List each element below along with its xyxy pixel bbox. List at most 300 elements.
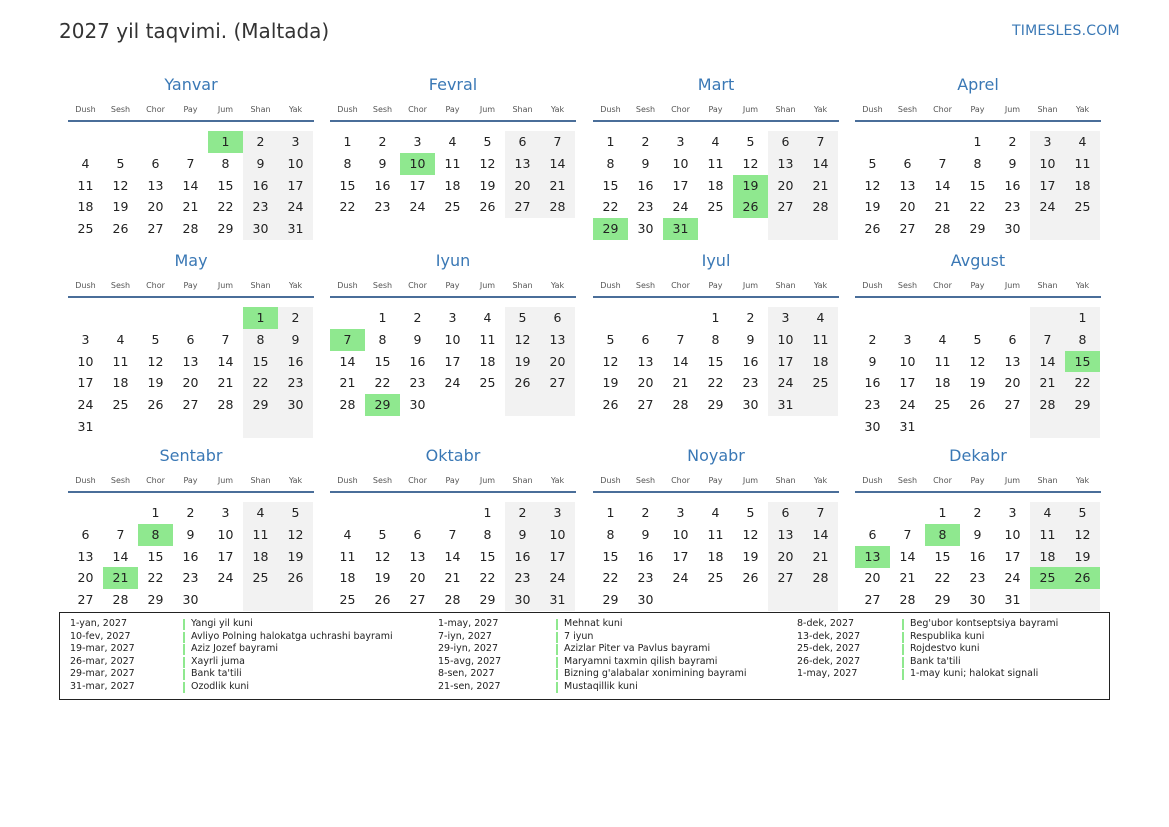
day-cell[interactable]: 18: [707, 177, 724, 193]
day-cell[interactable]: 9: [1008, 155, 1017, 171]
day-cell[interactable]: 23: [969, 570, 986, 586]
day-cell[interactable]: 1: [208, 131, 243, 153]
day-cell[interactable]: 20: [864, 570, 881, 586]
day-cell[interactable]: 8: [243, 329, 278, 351]
day-cell[interactable]: 17: [899, 375, 916, 391]
day-cell[interactable]: 8: [606, 155, 615, 171]
day-cell[interactable]: 12: [864, 177, 881, 193]
day-cell[interactable]: 7: [803, 502, 838, 524]
day-cell[interactable]: 7: [676, 331, 685, 347]
day-cell[interactable]: 11: [803, 329, 838, 351]
day-cell[interactable]: 12: [742, 526, 759, 542]
day-cell[interactable]: 11: [444, 155, 461, 171]
day-cell[interactable]: 15: [339, 177, 356, 193]
day-cell[interactable]: 15: [602, 548, 619, 564]
day-cell[interactable]: 11: [479, 331, 496, 347]
day-cell[interactable]: 4: [711, 505, 720, 520]
day-cell[interactable]: 23: [1004, 199, 1021, 215]
day-cell[interactable]: 2: [505, 502, 540, 524]
day-cell[interactable]: 13: [768, 524, 803, 546]
day-cell[interactable]: 7: [903, 526, 912, 542]
day-cell[interactable]: 21: [217, 375, 234, 391]
day-cell[interactable]: 8: [483, 526, 492, 542]
day-cell[interactable]: 14: [803, 524, 838, 546]
day-cell[interactable]: 16: [1004, 177, 1021, 193]
day-cell[interactable]: 16: [637, 177, 654, 193]
day-cell[interactable]: 5: [483, 134, 492, 149]
day-cell[interactable]: 11: [707, 155, 724, 171]
day-cell[interactable]: 26: [112, 221, 129, 237]
day-cell[interactable]: 26: [969, 397, 986, 413]
day-cell[interactable]: 5: [868, 155, 877, 171]
day-cell[interactable]: 18: [934, 375, 951, 391]
day-cell[interactable]: 20: [505, 175, 540, 197]
day-cell[interactable]: 19: [1065, 546, 1100, 568]
day-cell[interactable]: 15: [147, 548, 164, 564]
day-cell[interactable]: 4: [448, 134, 457, 149]
day-cell[interactable]: 20: [768, 175, 803, 197]
day-cell[interactable]: 27: [505, 196, 540, 218]
day-cell[interactable]: 31: [540, 589, 575, 611]
day-cell[interactable]: 4: [1065, 131, 1100, 153]
day-cell[interactable]: 20: [409, 570, 426, 586]
day-cell[interactable]: 3: [81, 331, 90, 347]
day-cell[interactable]: 25: [934, 397, 951, 413]
day-cell[interactable]: 7: [186, 155, 195, 171]
day-cell[interactable]: 18: [243, 546, 278, 568]
day-cell[interactable]: 3: [768, 307, 803, 329]
day-cell[interactable]: 6: [868, 526, 877, 542]
day-cell[interactable]: 19: [278, 546, 313, 568]
day-cell[interactable]: 6: [81, 526, 90, 542]
day-cell[interactable]: 17: [1030, 175, 1065, 197]
day-cell[interactable]: 23: [243, 196, 278, 218]
day-cell[interactable]: 26: [374, 592, 391, 608]
day-cell[interactable]: 18: [707, 548, 724, 564]
day-cell[interactable]: 15: [217, 177, 234, 193]
day-cell[interactable]: 20: [147, 199, 164, 215]
day-cell[interactable]: 3: [540, 502, 575, 524]
day-cell[interactable]: 28: [444, 592, 461, 608]
day-cell[interactable]: 24: [899, 397, 916, 413]
day-cell[interactable]: 11: [77, 177, 94, 193]
day-cell[interactable]: 15: [707, 353, 724, 369]
day-cell[interactable]: 5: [746, 505, 755, 520]
day-cell[interactable]: 24: [1004, 570, 1021, 586]
day-cell[interactable]: 6: [540, 307, 575, 329]
day-cell[interactable]: 18: [444, 177, 461, 193]
day-cell[interactable]: 16: [505, 546, 540, 568]
day-cell[interactable]: 11: [1065, 153, 1100, 175]
day-cell[interactable]: 9: [278, 329, 313, 351]
day-cell[interactable]: 26: [505, 372, 540, 394]
day-cell[interactable]: 10: [77, 353, 94, 369]
day-cell[interactable]: 16: [969, 548, 986, 564]
day-cell[interactable]: 22: [969, 199, 986, 215]
day-cell[interactable]: 29: [243, 394, 278, 416]
day-cell[interactable]: 14: [444, 548, 461, 564]
day-cell[interactable]: 26: [733, 196, 768, 218]
day-cell[interactable]: 21: [1030, 372, 1065, 394]
day-cell[interactable]: 21: [182, 199, 199, 215]
day-cell[interactable]: 25: [803, 372, 838, 394]
day-cell[interactable]: 7: [540, 131, 575, 153]
day-cell[interactable]: 10: [768, 329, 803, 351]
day-cell[interactable]: 6: [186, 331, 195, 347]
day-cell[interactable]: 2: [1008, 134, 1017, 149]
day-cell[interactable]: 21: [899, 570, 916, 586]
day-cell[interactable]: 19: [969, 375, 986, 391]
day-cell[interactable]: 11: [707, 526, 724, 542]
day-cell[interactable]: 4: [81, 155, 90, 171]
day-cell[interactable]: 30: [409, 397, 426, 413]
day-cell[interactable]: 21: [103, 567, 138, 589]
day-cell[interactable]: 10: [217, 526, 234, 542]
day-cell[interactable]: 5: [1065, 502, 1100, 524]
day-cell[interactable]: 3: [448, 310, 457, 325]
day-cell[interactable]: 10: [672, 526, 689, 542]
day-cell[interactable]: 28: [339, 397, 356, 413]
day-cell[interactable]: 25: [444, 199, 461, 215]
day-cell[interactable]: 5: [746, 134, 755, 149]
day-cell[interactable]: 16: [182, 548, 199, 564]
day-cell[interactable]: 26: [1065, 567, 1100, 589]
day-cell[interactable]: 10: [1030, 153, 1065, 175]
day-cell[interactable]: 29: [934, 592, 951, 608]
day-cell[interactable]: 23: [742, 375, 759, 391]
day-cell[interactable]: 27: [864, 592, 881, 608]
day-cell[interactable]: 28: [934, 221, 951, 237]
day-cell[interactable]: 30: [278, 394, 313, 416]
day-cell[interactable]: 28: [112, 592, 129, 608]
day-cell[interactable]: 4: [1030, 502, 1065, 524]
day-cell[interactable]: 12: [505, 329, 540, 351]
day-cell[interactable]: 17: [540, 546, 575, 568]
day-cell[interactable]: 2: [278, 307, 313, 329]
day-cell[interactable]: 19: [733, 175, 768, 197]
day-cell[interactable]: 26: [742, 570, 759, 586]
day-cell[interactable]: 18: [339, 570, 356, 586]
day-cell[interactable]: 23: [505, 567, 540, 589]
day-cell[interactable]: 29: [217, 221, 234, 237]
day-cell[interactable]: 17: [444, 353, 461, 369]
day-cell[interactable]: 3: [413, 134, 422, 149]
day-cell[interactable]: 20: [899, 199, 916, 215]
day-cell[interactable]: 5: [378, 526, 387, 542]
day-cell[interactable]: 14: [217, 353, 234, 369]
day-cell[interactable]: 2: [973, 505, 982, 520]
day-cell[interactable]: 9: [243, 153, 278, 175]
day-cell[interactable]: 24: [540, 567, 575, 589]
day-cell[interactable]: 9: [186, 526, 195, 542]
day-cell[interactable]: 30: [1004, 221, 1021, 237]
day-cell[interactable]: 3: [221, 505, 230, 520]
day-cell[interactable]: 4: [938, 331, 947, 347]
day-cell[interactable]: 15: [243, 351, 278, 373]
day-cell[interactable]: 22: [243, 372, 278, 394]
day-cell[interactable]: 1: [1065, 307, 1100, 329]
day-cell[interactable]: 14: [1030, 351, 1065, 373]
day-cell[interactable]: 21: [803, 175, 838, 197]
day-cell[interactable]: 12: [969, 353, 986, 369]
day-cell[interactable]: 27: [768, 567, 803, 589]
day-cell[interactable]: 9: [746, 331, 755, 347]
day-cell[interactable]: 14: [339, 353, 356, 369]
day-cell[interactable]: 23: [864, 397, 881, 413]
day-cell[interactable]: 17: [77, 375, 94, 391]
day-cell[interactable]: 23: [182, 570, 199, 586]
day-cell[interactable]: 20: [637, 375, 654, 391]
day-cell[interactable]: 31: [1004, 592, 1021, 608]
day-cell[interactable]: 2: [641, 505, 650, 520]
day-cell[interactable]: 19: [864, 199, 881, 215]
day-cell[interactable]: 17: [672, 548, 689, 564]
day-cell[interactable]: 9: [413, 331, 422, 347]
day-cell[interactable]: 17: [278, 175, 313, 197]
day-cell[interactable]: 20: [182, 375, 199, 391]
day-cell[interactable]: 25: [77, 221, 94, 237]
day-cell[interactable]: 16: [243, 175, 278, 197]
site-link[interactable]: TIMESLES.COM: [1012, 23, 1120, 39]
day-cell[interactable]: 13: [768, 153, 803, 175]
day-cell[interactable]: 6: [1008, 331, 1017, 347]
day-cell[interactable]: 27: [768, 196, 803, 218]
day-cell[interactable]: 8: [221, 155, 230, 171]
day-cell[interactable]: 12: [278, 524, 313, 546]
day-cell[interactable]: 31: [768, 394, 803, 416]
day-cell[interactable]: 7: [330, 329, 365, 351]
day-cell[interactable]: 25: [112, 397, 129, 413]
day-cell[interactable]: 30: [742, 397, 759, 413]
day-cell[interactable]: 22: [934, 570, 951, 586]
day-cell[interactable]: 28: [672, 397, 689, 413]
day-cell[interactable]: 5: [606, 331, 615, 347]
day-cell[interactable]: 16: [278, 351, 313, 373]
day-cell[interactable]: 22: [147, 570, 164, 586]
day-cell[interactable]: 18: [77, 199, 94, 215]
day-cell[interactable]: 1: [606, 134, 615, 149]
day-cell[interactable]: 13: [77, 548, 94, 564]
day-cell[interactable]: 1: [243, 307, 278, 329]
day-cell[interactable]: 14: [899, 548, 916, 564]
day-cell[interactable]: 9: [868, 353, 877, 369]
day-cell[interactable]: 24: [278, 196, 313, 218]
day-cell[interactable]: 3: [278, 131, 313, 153]
day-cell[interactable]: 24: [768, 372, 803, 394]
day-cell[interactable]: 16: [864, 375, 881, 391]
day-cell[interactable]: 24: [672, 199, 689, 215]
day-cell[interactable]: 8: [343, 155, 352, 171]
day-cell[interactable]: 6: [641, 331, 650, 347]
day-cell[interactable]: 12: [479, 155, 496, 171]
day-cell[interactable]: 13: [409, 548, 426, 564]
day-cell[interactable]: 30: [864, 419, 881, 434]
day-cell[interactable]: 29: [147, 592, 164, 608]
day-cell[interactable]: 19: [374, 570, 391, 586]
day-cell[interactable]: 16: [637, 548, 654, 564]
day-cell[interactable]: 15: [1065, 351, 1100, 373]
day-cell[interactable]: 24: [1030, 196, 1065, 218]
day-cell[interactable]: 12: [1065, 524, 1100, 546]
day-cell[interactable]: 16: [374, 177, 391, 193]
day-cell[interactable]: 7: [116, 526, 125, 542]
day-cell[interactable]: 24: [409, 199, 426, 215]
day-cell[interactable]: 21: [672, 375, 689, 391]
day-cell[interactable]: 31: [77, 419, 94, 434]
day-cell[interactable]: 18: [803, 351, 838, 373]
day-cell[interactable]: 13: [182, 353, 199, 369]
day-cell[interactable]: 27: [540, 372, 575, 394]
day-cell[interactable]: 25: [339, 592, 356, 608]
day-cell[interactable]: 2: [186, 505, 195, 520]
day-cell[interactable]: 5: [505, 307, 540, 329]
day-cell[interactable]: 29: [1065, 394, 1100, 416]
day-cell[interactable]: 27: [1004, 397, 1021, 413]
day-cell[interactable]: 13: [855, 546, 890, 568]
day-cell[interactable]: 11: [1030, 524, 1065, 546]
day-cell[interactable]: 10: [444, 331, 461, 347]
day-cell[interactable]: 29: [365, 394, 400, 416]
day-cell[interactable]: 16: [742, 353, 759, 369]
day-cell[interactable]: 6: [413, 526, 422, 542]
day-cell[interactable]: 30: [637, 221, 654, 237]
day-cell[interactable]: 22: [339, 199, 356, 215]
day-cell[interactable]: 12: [742, 155, 759, 171]
day-cell[interactable]: 13: [637, 353, 654, 369]
day-cell[interactable]: 29: [969, 221, 986, 237]
day-cell[interactable]: 13: [899, 177, 916, 193]
day-cell[interactable]: 21: [803, 546, 838, 568]
day-cell[interactable]: 8: [925, 524, 960, 546]
day-cell[interactable]: 14: [112, 548, 129, 564]
day-cell[interactable]: 2: [746, 310, 755, 325]
day-cell[interactable]: 8: [138, 524, 173, 546]
day-cell[interactable]: 14: [934, 177, 951, 193]
day-cell[interactable]: 4: [711, 134, 720, 149]
day-cell[interactable]: 3: [676, 134, 685, 149]
day-cell[interactable]: 20: [768, 546, 803, 568]
day-cell[interactable]: 27: [899, 221, 916, 237]
day-cell[interactable]: 17: [409, 177, 426, 193]
day-cell[interactable]: 10: [1004, 526, 1021, 542]
day-cell[interactable]: 13: [540, 329, 575, 351]
day-cell[interactable]: 26: [479, 199, 496, 215]
day-cell[interactable]: 7: [448, 526, 457, 542]
day-cell[interactable]: 15: [602, 177, 619, 193]
day-cell[interactable]: 1: [378, 310, 387, 325]
day-cell[interactable]: 27: [182, 397, 199, 413]
day-cell[interactable]: 9: [378, 155, 387, 171]
day-cell[interactable]: 22: [707, 375, 724, 391]
day-cell[interactable]: 19: [602, 375, 619, 391]
day-cell[interactable]: 28: [803, 567, 838, 589]
day-cell[interactable]: 7: [803, 131, 838, 153]
day-cell[interactable]: 22: [217, 199, 234, 215]
day-cell[interactable]: 1: [151, 505, 160, 520]
day-cell[interactable]: 10: [278, 153, 313, 175]
day-cell[interactable]: 23: [374, 199, 391, 215]
day-cell[interactable]: 30: [969, 592, 986, 608]
day-cell[interactable]: 3: [1030, 131, 1065, 153]
day-cell[interactable]: 19: [505, 351, 540, 373]
day-cell[interactable]: 30: [182, 592, 199, 608]
day-cell[interactable]: 27: [77, 592, 94, 608]
day-cell[interactable]: 1: [343, 134, 352, 149]
day-cell[interactable]: 5: [278, 502, 313, 524]
day-cell[interactable]: 9: [641, 526, 650, 542]
day-cell[interactable]: 20: [77, 570, 94, 586]
day-cell[interactable]: 5: [116, 155, 125, 171]
day-cell[interactable]: 21: [339, 375, 356, 391]
day-cell[interactable]: 29: [707, 397, 724, 413]
day-cell[interactable]: 22: [602, 570, 619, 586]
day-cell[interactable]: 24: [672, 570, 689, 586]
day-cell[interactable]: 25: [707, 570, 724, 586]
day-cell[interactable]: 19: [479, 177, 496, 193]
day-cell[interactable]: 4: [343, 526, 352, 542]
day-cell[interactable]: 10: [899, 353, 916, 369]
day-cell[interactable]: 2: [378, 134, 387, 149]
day-cell[interactable]: 5: [973, 331, 982, 347]
day-cell[interactable]: 9: [973, 526, 982, 542]
day-cell[interactable]: 1: [606, 505, 615, 520]
day-cell[interactable]: 31: [278, 218, 313, 240]
day-cell[interactable]: 12: [374, 548, 391, 564]
day-cell[interactable]: 18: [112, 375, 129, 391]
day-cell[interactable]: 26: [864, 221, 881, 237]
day-cell[interactable]: 28: [217, 397, 234, 413]
day-cell[interactable]: 15: [374, 353, 391, 369]
day-cell[interactable]: 31: [899, 419, 916, 434]
day-cell[interactable]: 13: [1004, 353, 1021, 369]
day-cell[interactable]: 22: [1065, 372, 1100, 394]
day-cell[interactable]: 20: [540, 351, 575, 373]
day-cell[interactable]: 6: [151, 155, 160, 171]
day-cell[interactable]: 3: [676, 505, 685, 520]
day-cell[interactable]: 8: [973, 155, 982, 171]
day-cell[interactable]: 11: [243, 524, 278, 546]
day-cell[interactable]: 13: [147, 177, 164, 193]
day-cell[interactable]: 18: [479, 353, 496, 369]
day-cell[interactable]: 6: [903, 155, 912, 171]
day-cell[interactable]: 31: [663, 218, 698, 240]
day-cell[interactable]: 26: [278, 567, 313, 589]
day-cell[interactable]: 15: [934, 548, 951, 564]
day-cell[interactable]: 17: [672, 177, 689, 193]
day-cell[interactable]: 10: [672, 155, 689, 171]
day-cell[interactable]: 4: [483, 310, 492, 325]
day-cell[interactable]: 18: [1030, 546, 1065, 568]
day-cell[interactable]: 27: [147, 221, 164, 237]
day-cell[interactable]: 6: [768, 502, 803, 524]
day-cell[interactable]: 6: [768, 131, 803, 153]
day-cell[interactable]: 25: [1065, 196, 1100, 218]
day-cell[interactable]: 4: [116, 331, 125, 347]
day-cell[interactable]: 1: [973, 134, 982, 149]
day-cell[interactable]: 7: [938, 155, 947, 171]
day-cell[interactable]: 12: [147, 353, 164, 369]
day-cell[interactable]: 2: [243, 131, 278, 153]
day-cell[interactable]: 23: [637, 570, 654, 586]
day-cell[interactable]: 9: [505, 524, 540, 546]
day-cell[interactable]: 22: [479, 570, 496, 586]
day-cell[interactable]: 7: [1030, 329, 1065, 351]
day-cell[interactable]: 16: [409, 353, 426, 369]
day-cell[interactable]: 15: [479, 548, 496, 564]
day-cell[interactable]: 18: [1065, 175, 1100, 197]
day-cell[interactable]: 28: [182, 221, 199, 237]
day-cell[interactable]: 1: [938, 505, 947, 520]
